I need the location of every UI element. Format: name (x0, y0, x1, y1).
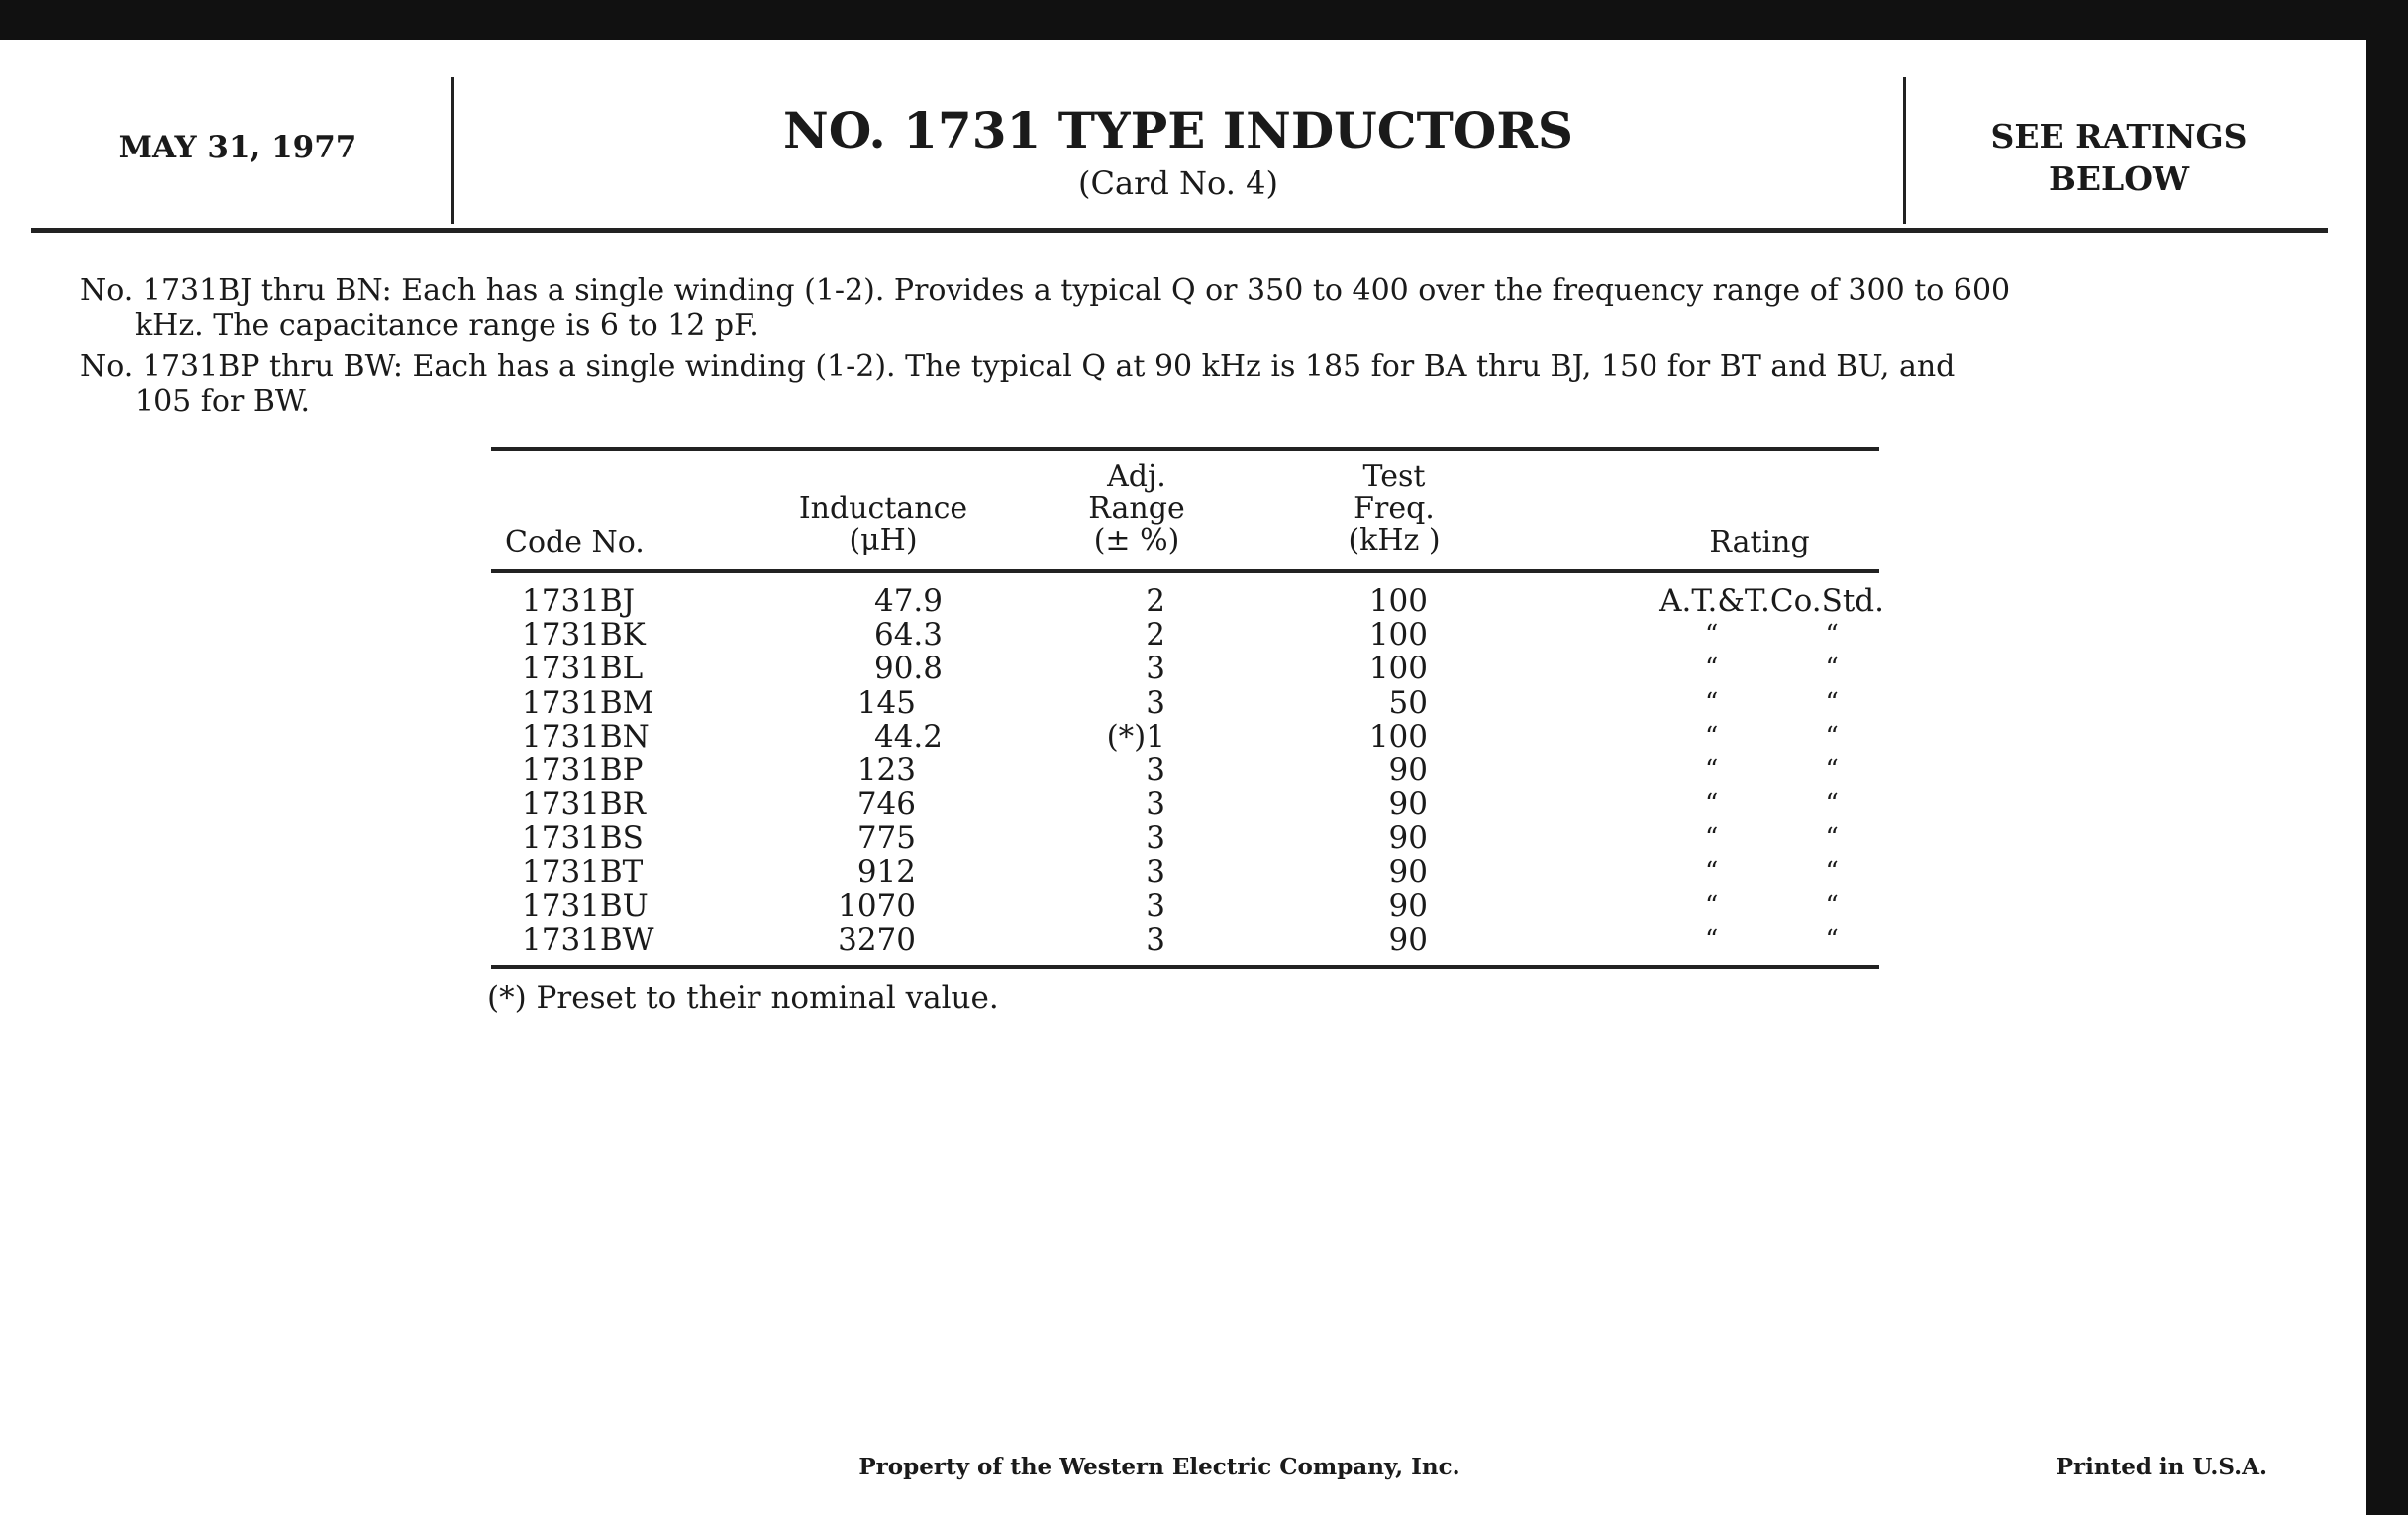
cell-adj-range: 3 (1146, 753, 1165, 788)
col-header-inductance-line1: Inductance (798, 491, 968, 526)
cell-test-freq: 100 (1368, 617, 1428, 654)
cell-code: 1731BT (522, 854, 644, 890)
cell-rating: “ “ (1705, 756, 1839, 785)
table-header-rule (491, 569, 1879, 573)
cell-rating: “ “ (1705, 890, 1839, 921)
cell-inductance: 123 (856, 753, 916, 788)
table-footnote: (*) Preset to their nominal value. (487, 980, 999, 1016)
cell-code: 1731BS (522, 820, 644, 857)
col-header-code: Code No. (505, 525, 645, 559)
cell-test-freq: 90 (1388, 922, 1428, 958)
cell-rating: “ “ (1705, 654, 1839, 684)
cell-test-freq: 50 (1388, 684, 1428, 721)
description-2 (80, 350, 1955, 419)
col-header-test-freq (1348, 461, 1440, 556)
ratings-note-line1: SEE RATINGS (1990, 117, 2248, 155)
description-1 (80, 273, 2010, 343)
cell-code: 1731BK (522, 617, 646, 654)
description-1-line2: kHz. The capacitance range is 6 to 12 pF. (135, 308, 759, 343)
cell-rating: “ “ (1705, 789, 1839, 820)
cell-rating: A.T.&T.Co.Std. (1659, 583, 1884, 619)
header-divider-left (452, 77, 454, 224)
scan-border-top (0, 0, 2408, 40)
col-header-freq-line1: Test (1362, 459, 1426, 494)
header-rule (31, 228, 2328, 233)
cell-inductance: 3270 (838, 922, 916, 958)
cell-rating: “ “ (1705, 620, 1839, 651)
cell-inductance: 90.8 (873, 651, 943, 687)
cell-code: 1731BP (522, 753, 644, 788)
cell-adj-range: 3 (1146, 684, 1165, 721)
cell-adj-range: 3 (1146, 820, 1165, 857)
cell-code: 1731BW (522, 922, 654, 958)
cell-test-freq: 100 (1368, 718, 1428, 755)
cell-adj-range: 3 (1146, 922, 1165, 958)
cell-adj-range: 3 (1146, 854, 1165, 890)
cell-code: 1731BM (522, 684, 654, 721)
ratings-note (1990, 117, 2247, 198)
cell-code: 1731BU (522, 887, 649, 924)
header-divider-right (1903, 77, 1906, 224)
cell-rating: “ “ (1705, 721, 1839, 752)
col-header-rating: Rating (1709, 525, 1810, 559)
cell-adj-range: 3 (1146, 651, 1165, 687)
cell-inductance: 47.9 (873, 583, 943, 619)
cell-rating: “ “ (1705, 823, 1839, 854)
cell-test-freq: 90 (1388, 820, 1428, 857)
cell-inductance: 145 (856, 684, 916, 721)
cell-inductance: 1070 (838, 887, 916, 924)
cell-test-freq: 90 (1388, 854, 1428, 890)
cell-test-freq: 100 (1368, 583, 1428, 619)
card-number: (Card No. 4) (1078, 164, 1278, 202)
col-header-adj-range (1088, 461, 1184, 556)
cell-code: 1731BJ (522, 583, 636, 619)
cell-inductance: 775 (856, 820, 916, 857)
property-notice: Property of the Western Electric Company, Inc. (858, 1454, 1460, 1480)
cell-adj-range: (*)1 (1106, 718, 1165, 755)
cell-code: 1731BL (522, 651, 644, 687)
cell-adj-range: 3 (1146, 887, 1165, 924)
col-header-adj-line2: Range (1088, 491, 1185, 526)
col-header-freq-line3: (kHz ) (1348, 523, 1441, 557)
description-2-line1: No. 1731BP thru BW: Each has a single winding (1-2). The typical Q at 90 kHz is 185 for BA thru BJ, 150 for BT and BU, and (80, 350, 1956, 384)
card-date: MAY 31, 1977 (118, 130, 357, 165)
cell-rating: “ “ (1705, 925, 1839, 955)
table-bottom-rule (491, 965, 1879, 969)
page-title: NO. 1731 TYPE INDUCTORS (783, 101, 1573, 159)
cell-adj-range: 3 (1146, 786, 1165, 823)
cell-test-freq: 90 (1388, 786, 1428, 823)
cell-adj-range: 2 (1146, 583, 1165, 619)
col-header-inductance (799, 493, 967, 556)
scan-border-right (2366, 0, 2408, 1515)
ratings-note-line2: BELOW (2048, 159, 2190, 198)
cell-inductance: 912 (856, 854, 916, 890)
cell-inductance: 64.3 (873, 617, 943, 654)
cell-adj-range: 2 (1146, 617, 1165, 654)
cell-rating: “ “ (1705, 687, 1839, 718)
cell-inductance: 746 (856, 786, 916, 823)
description-2-line2: 105 for BW. (135, 384, 311, 419)
cell-test-freq: 100 (1368, 651, 1428, 687)
col-header-adj-line3: (± %) (1093, 523, 1180, 557)
table-top-rule (491, 447, 1879, 451)
cell-rating: “ “ (1705, 857, 1839, 887)
description-1-line1: No. 1731BJ thru BN: Each has a single winding (1-2). Provides a typical Q or 350 to 400 over the frequency range of 300 to 600 (80, 273, 2011, 308)
col-header-adj-line1: Adj. (1107, 459, 1166, 494)
cell-test-freq: 90 (1388, 753, 1428, 788)
cell-code: 1731BR (522, 786, 647, 823)
cell-inductance: 44.2 (873, 718, 943, 755)
col-header-inductance-line2: (μH) (849, 523, 918, 557)
col-header-freq-line2: Freq. (1354, 491, 1435, 526)
cell-test-freq: 90 (1388, 887, 1428, 924)
cell-code: 1731BN (522, 718, 650, 755)
printed-in: Printed in U.S.A. (2056, 1454, 2267, 1480)
